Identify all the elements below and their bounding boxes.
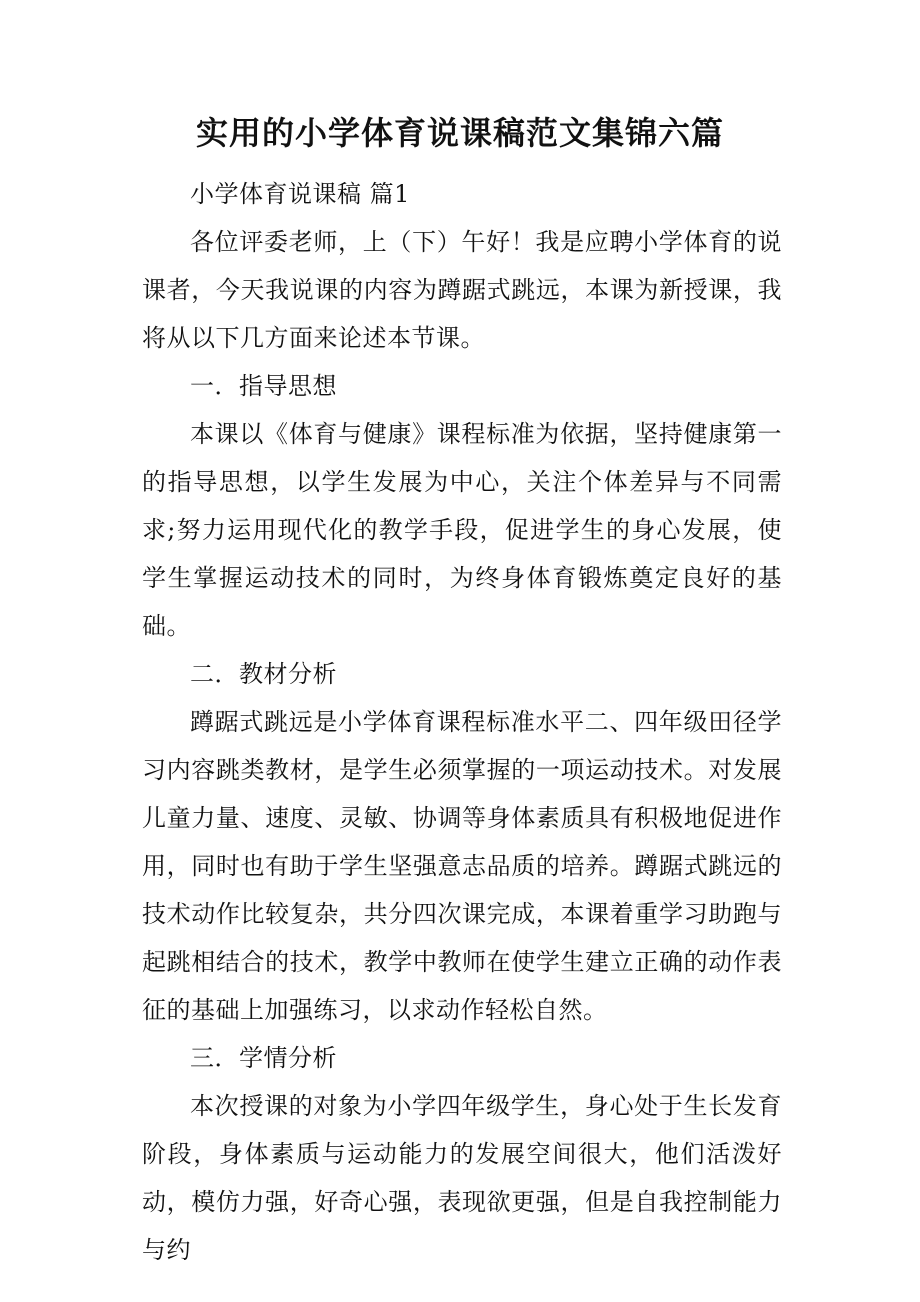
heading-student-analysis: 三．学情分析 xyxy=(190,1044,337,1072)
paragraph-student-analysis: 本次授课的对象为小学四年级学生，身心处于生长发育阶段，身体素质与运动能力的发展空间很大，他们活泼好动，模仿力强，好奇心强，表现欲更强，但是自我控制能力与约 xyxy=(142,1092,782,1264)
document-title: 实用的小学体育说课稿范文集锦六篇 xyxy=(195,114,724,152)
paragraph-material-analysis: 蹲踞式跳远是小学体育课程标准水平二、四年级田径学习内容跳类教材，是学生必须掌握的一项运动技术。对发展儿童力量、速度、灵敏、协调等身体素质具有积极地促进作用，同时也有助于学生坚强意志品质的培养。蹲踞式跳远的技术动作比较复杂，共分四次课完成，本课着重学习助跑与起跳相结合的技术，教学中教师在使学生建立正确的动作表征的基础上加强练习，以求动作轻松自然。 xyxy=(142,708,782,1024)
document-body xyxy=(142,170,782,1274)
paragraph-guiding-thought: 本课以《体育与健康》课程标准为依据，坚持健康第一的指导思想，以学生发展为中心，关注个体差异与不同需求;努力运用现代化的教学手段，促进学生的身心发展，使学生掌握运动技术的同时，为终身体育锻炼奠定良好的基础。 xyxy=(142,420,782,640)
heading-material-analysis: 二．教材分析 xyxy=(190,660,337,688)
paragraph-intro: 各位评委老师，上（下）午好！我是应聘小学体育的说课者，今天我说课的内容为蹲踞式跳远，本课为新授课，我将从以下几方面来论述本节课。 xyxy=(142,228,782,352)
heading-guiding-thought: 一．指导思想 xyxy=(190,372,337,400)
section-subtitle: 小学体育说课稿 篇1 xyxy=(190,180,410,208)
